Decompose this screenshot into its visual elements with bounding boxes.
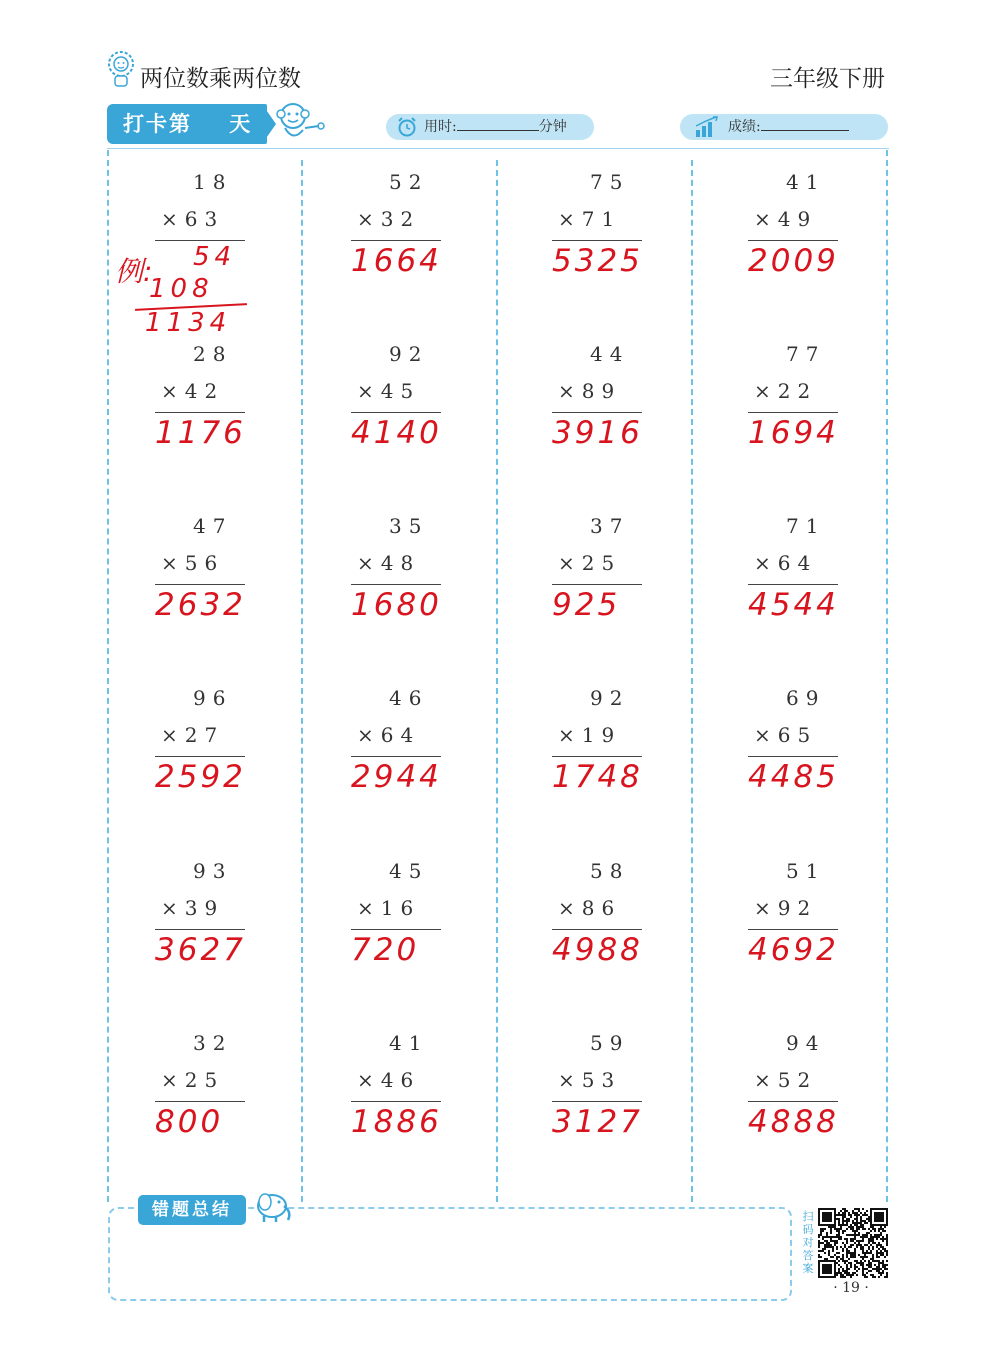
problem-3-6 <box>552 1026 702 1186</box>
multiplicand: 46 <box>389 686 429 710</box>
multiplicand: 96 <box>193 686 233 710</box>
multiplicand: 37 <box>590 514 630 538</box>
multiplicand: 59 <box>590 1031 630 1055</box>
page-title: 两位数乘两位数 <box>140 66 301 92</box>
answer-rule <box>748 1101 838 1102</box>
left-border <box>107 150 109 1202</box>
problem-3-4 <box>552 681 702 841</box>
handwritten-answer[interactable]: 1680 <box>351 587 442 623</box>
grade-label: 三年级下册 <box>770 66 885 92</box>
handwritten-answer[interactable]: 720 <box>351 932 420 968</box>
multiplier: ×19 <box>558 723 622 747</box>
answer-rule <box>748 929 838 930</box>
answer-rule <box>351 756 441 757</box>
check-in-banner: 打卡第 天 <box>107 104 267 144</box>
page-number: · 19 · <box>833 1280 869 1296</box>
handwritten-answer[interactable]: 4140 <box>351 415 442 451</box>
multiplicand: 92 <box>389 342 429 366</box>
multiplier: ×56 <box>161 551 225 575</box>
problem-4-6 <box>748 1026 898 1186</box>
handwritten-answer[interactable]: 4988 <box>552 932 643 968</box>
time-unit: 分钟 <box>538 119 567 135</box>
time-label: 用时: <box>424 119 457 135</box>
handwritten-answer[interactable]: 2009 <box>748 243 839 279</box>
multiplicand: 41 <box>389 1031 429 1055</box>
problem-1-3 <box>155 509 305 669</box>
multiplier: ×63 <box>161 207 225 231</box>
alarm-clock-icon <box>396 116 418 138</box>
answer-rule <box>748 240 838 241</box>
handwritten-answer[interactable]: 2944 <box>351 759 442 795</box>
multiplier: ×49 <box>754 207 818 231</box>
multiplicand: 32 <box>193 1031 233 1055</box>
problem-1-5 <box>155 854 305 1014</box>
multiplicand: 77 <box>786 342 826 366</box>
problem-3-2 <box>552 337 702 497</box>
answer-rule <box>155 929 245 930</box>
multiplier: ×42 <box>161 379 225 403</box>
problem-2-6 <box>351 1026 501 1186</box>
multiplicand: 94 <box>786 1031 826 1055</box>
scan-for-answers-label: 扫码对答案 <box>802 1210 814 1275</box>
handwritten-answer[interactable]: 800 <box>155 1104 224 1140</box>
multiplicand: 41 <box>786 170 826 194</box>
problem-4-3 <box>748 509 898 669</box>
problem-4-1 <box>748 165 898 325</box>
handwritten-answer[interactable]: 4692 <box>748 932 839 968</box>
problem-3-1 <box>552 165 702 325</box>
bar-chart-icon <box>694 116 720 138</box>
answer-rule <box>552 1101 642 1102</box>
handwritten-answer[interactable]: 1748 <box>552 759 643 795</box>
multiplier: ×16 <box>357 896 421 920</box>
multiplicand: 92 <box>590 686 630 710</box>
multiplicand: 35 <box>389 514 429 538</box>
problem-1-2 <box>155 337 305 497</box>
answer-rule <box>748 584 838 585</box>
problem-2-4 <box>351 681 501 841</box>
example-partial-2: 108 <box>149 274 214 304</box>
multiplicand: 28 <box>193 342 233 366</box>
banner-tail <box>262 104 276 144</box>
multiplier: ×48 <box>357 551 421 575</box>
handwritten-answer[interactable]: 2592 <box>155 759 246 795</box>
answer-rule <box>155 412 245 413</box>
elephant-mascot-icon <box>248 1188 294 1224</box>
answer-rule <box>552 929 642 930</box>
multiplicand: 93 <box>193 859 233 883</box>
multiplicand: 51 <box>786 859 826 883</box>
handwritten-answer[interactable]: 3627 <box>155 932 246 968</box>
multiplier: ×32 <box>357 207 421 231</box>
multiplier: ×45 <box>357 379 421 403</box>
multiplier: ×52 <box>754 1068 818 1092</box>
answer-rule <box>748 756 838 757</box>
handwritten-answer[interactable]: 1886 <box>351 1104 442 1140</box>
multiplicand: 44 <box>590 342 630 366</box>
multiplicand: 75 <box>590 170 630 194</box>
multiplier: ×46 <box>357 1068 421 1092</box>
answer-rule <box>351 1101 441 1102</box>
multiplier: ×64 <box>357 723 421 747</box>
answer-rule <box>155 584 245 585</box>
handwritten-answer[interactable]: 925 <box>552 587 621 623</box>
time-blank[interactable] <box>457 114 539 131</box>
multiplier: ×65 <box>754 723 818 747</box>
multiplier: ×71 <box>558 207 622 231</box>
multiplicand: 52 <box>389 170 429 194</box>
multiplicand: 47 <box>193 514 233 538</box>
problem-3-5 <box>552 854 702 1014</box>
answer-rule <box>351 584 441 585</box>
answer-rule <box>552 756 642 757</box>
answer-rule <box>351 929 441 930</box>
problem-4-2 <box>748 337 898 497</box>
answer-rule <box>552 240 642 241</box>
handwritten-answer[interactable]: 3127 <box>552 1104 643 1140</box>
problem-2-1 <box>351 165 501 325</box>
multiplier: ×25 <box>558 551 622 575</box>
handwritten-answer[interactable]: 5325 <box>552 243 643 279</box>
multiplier: ×27 <box>161 723 225 747</box>
problem-2-3 <box>351 509 501 669</box>
qr-code-icon[interactable] <box>818 1208 888 1278</box>
mistake-summary-label: 错题总结 <box>138 1195 246 1225</box>
example-total: 1134 <box>145 308 232 338</box>
problem-2-5 <box>351 854 501 1014</box>
multiplicand: 45 <box>389 859 429 883</box>
multiplicand: 18 <box>193 170 233 194</box>
answer-rule <box>748 412 838 413</box>
answer-rule <box>351 412 441 413</box>
problem-3-3 <box>552 509 702 669</box>
answer-rule <box>552 584 642 585</box>
header-divider <box>107 148 889 149</box>
handwritten-answer[interactable]: 1694 <box>748 415 839 451</box>
multiplier: ×39 <box>161 896 225 920</box>
handwritten-answer[interactable]: 4888 <box>748 1104 839 1140</box>
problem-4-4 <box>748 681 898 841</box>
answer-rule <box>155 756 245 757</box>
multiplicand: 69 <box>786 686 826 710</box>
multiplier: ×25 <box>161 1068 225 1092</box>
multiplier: ×53 <box>558 1068 622 1092</box>
answer-rule <box>552 412 642 413</box>
problem-2-2 <box>351 337 501 497</box>
score-label: 成绩: <box>728 119 761 135</box>
multiplier: ×86 <box>558 896 622 920</box>
handwritten-answer[interactable]: 3916 <box>552 415 643 451</box>
multiplicand: 71 <box>786 514 826 538</box>
problem-1-6 <box>155 1026 305 1186</box>
answer-rule <box>351 240 441 241</box>
score-blank[interactable] <box>761 114 849 131</box>
multiplier: ×22 <box>754 379 818 403</box>
answer-rule <box>155 1101 245 1102</box>
example-partial-1: 54 <box>193 242 237 272</box>
handwritten-answer[interactable]: 4485 <box>748 759 839 795</box>
answer-rule <box>155 240 245 241</box>
handwritten-answer[interactable]: 4544 <box>748 587 839 623</box>
multiplier: ×89 <box>558 379 622 403</box>
problem-4-5 <box>748 854 898 1014</box>
monkey-mascot-icon <box>275 98 327 148</box>
handwritten-answer[interactable]: 1176 <box>155 415 246 451</box>
lion-mascot-icon <box>106 50 136 88</box>
handwritten-answer[interactable]: 1664 <box>351 243 442 279</box>
worked-example <box>115 242 255 348</box>
multiplicand: 58 <box>590 859 630 883</box>
example-label: 例: <box>115 255 153 288</box>
problem-1-4 <box>155 681 305 841</box>
multiplier: ×64 <box>754 551 818 575</box>
handwritten-answer[interactable]: 2632 <box>155 587 246 623</box>
multiplier: ×92 <box>754 896 818 920</box>
